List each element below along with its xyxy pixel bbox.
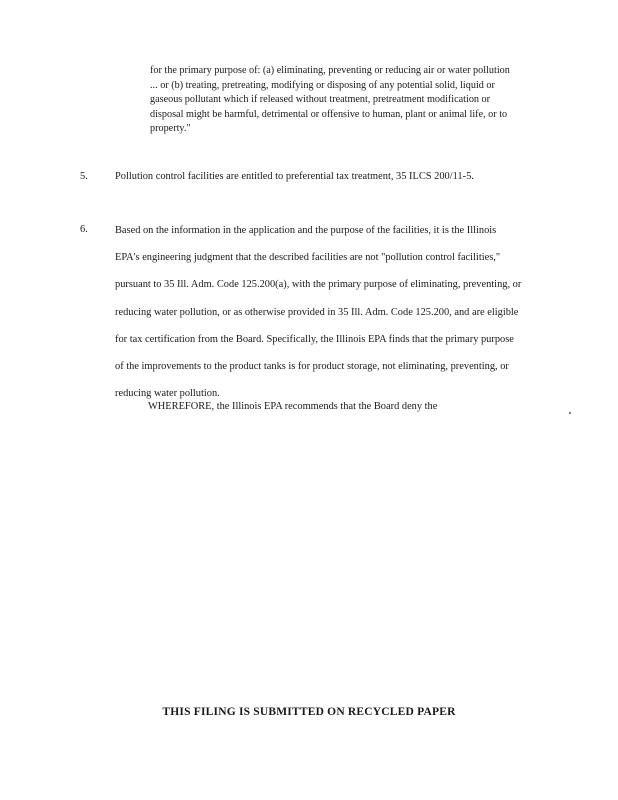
quote-line: ... or (b) treating, pretreating, modifying or disposing of any potential solid, liquid or (150, 79, 495, 91)
quote-line: gaseous pollutant which if released without treatment, pretreatment modification or (150, 94, 491, 106)
recycled-paper-footer: THIS FILING IS SUBMITTED ON RECYCLED PAPER (162, 706, 456, 718)
quoted-definition (150, 64, 545, 137)
paragraph-line: reducing water pollution. (115, 388, 220, 400)
paragraph-line: pursuant to 35 Ill. Adm. Code 125.200(a), with the primary purpose of eliminating, preventing, or (115, 279, 522, 291)
quote-line: property." (150, 123, 191, 135)
paragraph-line: EPA's engineering judgment that the described facilities are not "pollution control facilities," (115, 252, 501, 264)
quote-line: for the primary purpose of: (a) eliminating, preventing or reducing air or water pollution (150, 65, 510, 76)
paragraph-text: Pollution control facilities are entitled to preferential tax treatment, 35 ILCS 200/11-5. (115, 171, 474, 182)
paragraph-line: reducing water pollution, or as otherwise provided in 35 Ill. Adm. Code 125.200, and are eligible (115, 306, 519, 318)
paragraph-number: 6. (80, 224, 88, 235)
scan-speck (569, 412, 571, 414)
paragraph-line: of the improvements to the product tanks is for product storage, not eliminating, preventing, or (115, 360, 509, 372)
paragraph-number: 5. (80, 171, 88, 182)
paragraph-line: Based on the information in the application and the purpose of the facilities, it is the Illinois (115, 225, 497, 236)
wherefore-clause: WHEREFORE, the Illinois EPA recommends that the Board deny the (148, 401, 438, 412)
paragraph-line: for tax certification from the Board. Specifically, the Illinois EPA finds that the primary purpose (115, 333, 514, 345)
quote-line: disposal might be harmful, detrimental or offensive to human, plant or animal life, or to (150, 108, 508, 120)
